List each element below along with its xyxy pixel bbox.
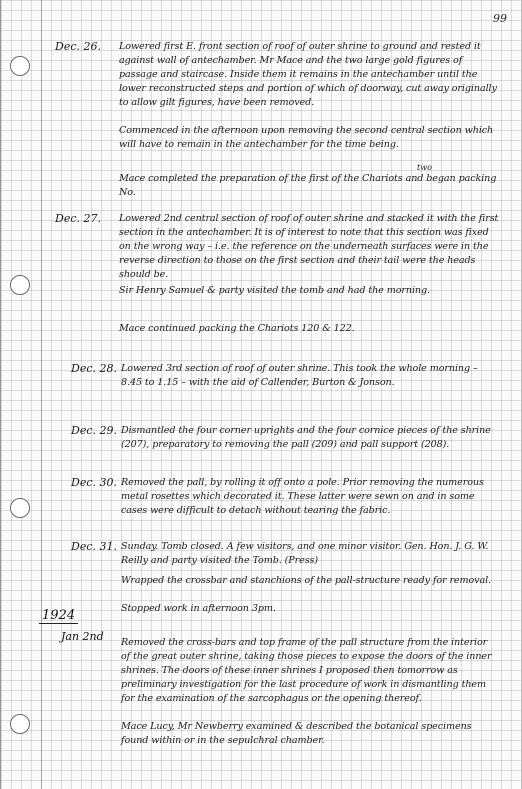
entry-date: Dec. 31. — [71, 540, 117, 553]
margin-line — [41, 0, 42, 789]
entry-paragraph: Commenced in the afternoon upon removing the second central section which will have to remain in the antechamber for the time being. — [119, 125, 494, 150]
binder-hole — [10, 56, 30, 76]
entry-date: Dec. 27. — [55, 212, 101, 225]
entry-paragraph: Mace Lucy, Mr Newberry examined & described the botanical specimens found within or in the sepulchral chamber. — [121, 721, 472, 746]
insertion-text: two — [417, 163, 432, 172]
binder-hole — [10, 714, 30, 734]
entry-date: Dec. 26. — [55, 40, 101, 53]
entry-paragraph: Lowered first E. front section of roof of outer shrine to ground and rested it against wall of antechamber. Mr Mace and the two large gold figures of passage and staircase. Inside them it remains in the antechamber until the lower reconstructed steps and portion of which of doorway, cut away originally to allow gilt figures, have been removed. — [119, 41, 497, 108]
entry-paragraph: Wrapped the crossbar and stanchions of the pall-structure ready for removal. — [121, 575, 492, 586]
entry-paragraph: Dismantled the four corner uprights and the four cornice pieces of the shrine (207), preparatory to removing the pall (209) and pall support (208). — [121, 425, 491, 450]
entry-date: Jan 2nd — [61, 630, 104, 643]
entry-paragraph: Lowered 2nd central section of roof of outer shrine and stacked it with the first section in the antechamber. It is of interest to note that this section was fixed on the wrong way – i.e. the reference on the underneath surfaces were in the reverse direction to those on the first section and their tail were the heads should be. — [119, 213, 499, 280]
entry-date: Dec. 30. — [71, 476, 117, 489]
entry-paragraph: Lowered 3rd section of roof of outer shrine. This took the whole morning – 8.45 to 1.15 – with the aid of Callender, Burton & Jonson. — [121, 363, 478, 388]
entry-date: Dec. 29. — [71, 424, 117, 437]
entry-paragraph: Mace completed the preparation of the first of the Chariots and began packing No. — [119, 173, 497, 198]
binder-hole — [10, 498, 30, 518]
year-heading: 1924 — [39, 608, 78, 624]
page-number: 99 — [493, 12, 507, 25]
entry-paragraph: Removed the pall, by rolling it off onto a pole. Prior removing the numerous metal rosettes which decorated it. These latter were sewn on and in some cases were difficult to detach without tearing the fabric. — [121, 477, 484, 516]
entry-paragraph: Stopped work in afternoon 3pm. — [121, 603, 276, 614]
entry-paragraph: Removed the cross-bars and top frame of the pall structure from the interior of the great outer shrine, taking those pieces to expose the doors of the inner shrines. The doors of these inner shrines I proposed then tomorrow as preliminary investigation for the last procedure of work in dismantling them for the examination of the sarcophagus or the opening thereof. — [121, 637, 492, 704]
entry-date: Dec. 28. — [71, 362, 117, 375]
entry-paragraph: Sir Henry Samuel & party visited the tomb and had the morning. — [119, 285, 430, 296]
binder-hole — [10, 275, 30, 295]
entry-paragraph: Sunday. Tomb closed. A few visitors, and one minor visitor. Gen. Hon. J. G. W. Reilly and party visited the Tomb. (Press) — [121, 541, 489, 566]
entry-paragraph: Mace continued packing the Chariots 120 & 122. — [119, 323, 355, 334]
